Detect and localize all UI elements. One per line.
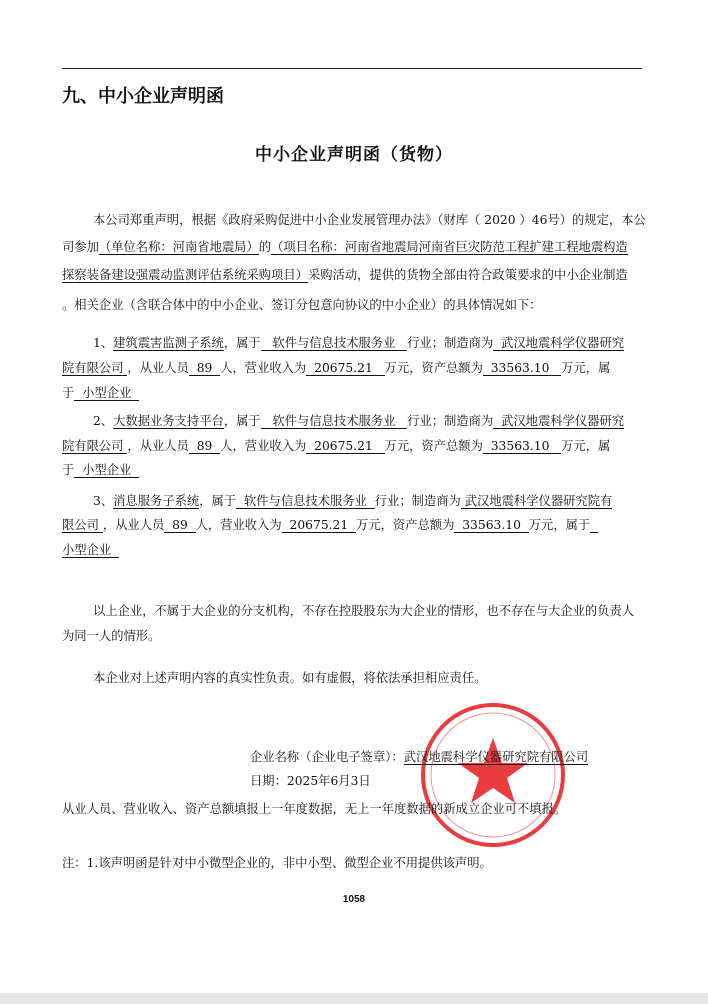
text-segment: 万元，资产总额为 [384,439,483,453]
text-segment: ，从业人员 [102,518,165,532]
text-segment: ，从业人员 [127,439,189,453]
filled-field: 消息服务子系统 [113,494,200,508]
filled-field: 33563.10 [454,518,529,532]
text-segment: 于 [62,463,75,477]
text-line [250,749,588,765]
text-segment: ，从业人员 [127,361,189,375]
text-line [62,360,610,376]
text-segment: 日期：2025年6月3日 [250,774,371,788]
filled-field [590,518,598,533]
filled-field: 武汉地震科学仪器研究院有 [460,494,613,508]
text-line [62,855,492,871]
filled-field: 大数据业务支持平台 [113,414,224,428]
filled-field: 89 [164,518,196,532]
text-segment: 。相关企业（含联合体中的中小企业、签订分包意向协议的中小企业）的具体情况如下： [62,298,542,312]
filled-field: 20675.21 [306,361,385,375]
text-line [93,603,634,619]
text-line [62,385,139,401]
text-line [62,517,598,533]
text-segment: 万元，属于 [528,518,591,532]
filled-field: 小型企业 [74,386,140,400]
text-line [62,628,160,644]
filled-field: 33563.10 [482,439,562,453]
text-segment: 1、 [93,336,114,350]
text-segment: ，属于 [223,414,261,428]
text-line [250,773,371,789]
text-segment: 以上企业，不属于大企业的分支机构，不存在控股股东为大企业的情形，也不存在与大企业的负责人 [93,604,635,618]
text-line [62,267,628,283]
text-segment: 2、 [93,414,114,428]
text-segment: 万元，属 [561,361,611,375]
text-segment: 行业；制造商为 [407,336,494,350]
text-line [62,239,628,255]
filled-field: 限公司 [62,518,103,532]
filled-field: 软件与信息技术服务业 [260,414,408,428]
text-segment: 本企业对上述声明内容的真实性负责。如有虚假，将依法承担相应责任。 [93,671,487,685]
text-segment: 本公司郑重声明，根据《政府采购促进中小企业发展管理办法》（财库（ 2020 ）46号）的规定，本公 [93,213,646,227]
section-heading: 九、中小企业声明函 [62,86,224,107]
text-segment: 行业；制造商为 [374,494,461,508]
text-segment: 人，营业收入为 [195,518,282,532]
page-number: 1058 [342,894,366,905]
text-line [62,297,542,313]
filled-field: 20675.21 [281,518,357,532]
text-line [93,670,487,686]
text-line [93,413,624,429]
text-segment: 司参加 [62,240,99,254]
document-title: 中小企业声明函（货物） [255,145,453,165]
text-segment: 于 [62,386,75,400]
text-segment: 人，营业收入为 [220,439,307,453]
text-line [62,462,139,478]
text-segment: 注：1.该声明函是针对中小微型企业的，非中小型、微型企业不用提供该声明。 [62,856,492,870]
text-line [62,801,566,817]
filled-field: 33563.10 [482,361,562,375]
filled-field: 软件与信息技术服务业 [260,336,408,350]
filled-field: 武汉地震科学仪器研究 [493,336,625,350]
text-segment: 采购活动，提供的货物全部由符合政策要求的中小企业制造 [307,268,628,282]
filled-field: 院有限公司 [62,439,128,453]
text-segment: 人，营业收入为 [220,361,307,375]
filled-field: 89 [188,361,221,375]
text-line [93,212,646,228]
text-segment: 万元，资产总额为 [356,518,455,532]
text-segment: 为同一人的情形。 [62,629,161,643]
text-segment: ，属于 [223,336,261,350]
text-segment: 行业；制造商为 [407,414,494,428]
text-segment: ，属于 [199,494,237,508]
text-segment: 从业人员、营业收入、资产总额填报上一年度数据，无上一年度数据的新成立企业可不填报。 [62,802,567,816]
filled-field: 小型企业 [74,463,140,477]
text-segment: 的 [258,240,272,254]
filled-field: 软件与信息技术服务业 [236,494,375,508]
text-segment: 企业名称（企业电子签章）： [250,750,404,764]
filled-field: 小型企业 [62,543,120,557]
filled-field: 武汉地震科学仪器研究 [493,414,625,428]
text-segment: 万元，资产总额为 [384,361,483,375]
filled-field: （单位名称：河南省地震局） [98,240,259,254]
filled-field: 20675.21 [306,439,385,453]
filled-field: 探察装备建设强震动监测评估系统采购项目） [62,268,308,282]
text-line [62,438,610,454]
text-line [62,542,119,558]
text-segment: 3、 [93,494,114,508]
filled-field: （项目名称：河南省地震局河南省巨灾防范工程扩建工程地震构造 [271,240,628,254]
text-segment: 万元，属 [561,439,611,453]
filled-field: 建筑震害监测子系统 [113,336,224,350]
text-line [93,493,612,509]
filled-field: 院有限公司 [62,361,128,375]
filled-field: 武汉地震科学仪器研究院有限公司 [403,750,589,764]
filled-field: 89 [188,439,221,453]
text-line [93,335,624,351]
